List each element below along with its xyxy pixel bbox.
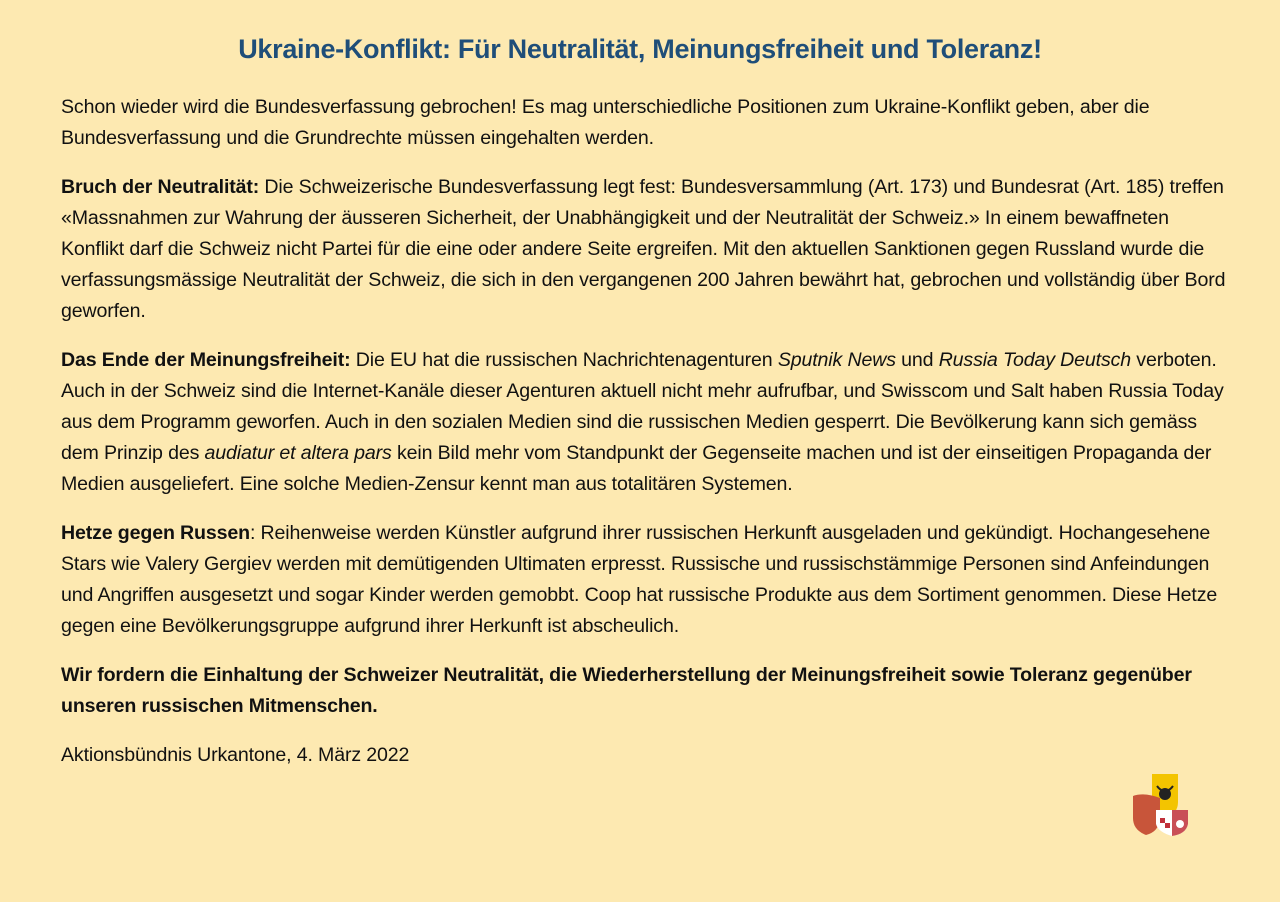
neutrality-heading: Bruch der Neutralität:: [61, 176, 260, 198]
italic-term: Sputnik News: [777, 349, 896, 371]
free-speech-text: und: [895, 349, 939, 371]
neutrality-paragraph: [61, 172, 1231, 327]
coat-of-arms-logo: [1130, 772, 1190, 836]
italic-term: Russia Today Deutsch: [938, 349, 1132, 371]
agitation-text: : Reihenweise werden Künstler aufgrund ihrer russischen Herkunft ausgeladen und gekündigt. Hochangesehene Stars wie Valery Gergiev werden mit demütigenden Ultimaten erpresst. Russische und russischstämmige Personen sind Anfeindungen und Angriffen ausgesetzt und sogar Kinder werden gemobbt. Coop hat russische Produkte aus dem Sortiment genommen. Diese Hetze gegen eine Bevölkerungsgruppe aufgrund ihrer Herkunft ist abscheulich.: [61, 522, 1218, 637]
signature: Aktionsbündnis Urkantone, 4. März 2022: [61, 744, 410, 766]
free-speech-text: kein Bild mehr vom Standpunkt der Gegenseite machen und ist der einseitigen Propaganda der Medien ausgeliefert. Eine solche Medien-Zensur kennt man aus totalitären Systemen.: [61, 442, 1212, 495]
free-speech-heading: Das Ende der Meinungsfreiheit:: [61, 349, 351, 371]
intro-paragraph: Schon wieder wird die Bundesverfassung gebrochen! Es mag unterschiedliche Positionen zum Ukraine-Konflikt geben, aber die Bundesverfassung und die Grundrechte müssen eingehalten werden.: [61, 96, 1150, 149]
free-speech-paragraph: [61, 345, 1231, 500]
neutrality-text: Die Schweizerische Bundesverfassung legt fest: Bundesversammlung (Art. 173) und Bundesrat (Art. 185) treffen «Massnahmen zur Wahrung der äusseren Sicherheit, der Unabhängigkeit und der Neutralität der Schweiz.» In einem bewaffneten Konflikt darf die Schweiz nicht Partei für die eine oder andere Seite ergreifen. Mit den aktuellen Sanktionen gegen Russland wurde die verfassungsmässige Neutralität der Schweiz, die sich in den vergangenen 200 Jahren bewährt hat, gebrochen und vollständig über Bord geworfen.: [61, 176, 1226, 322]
page-title: Ukraine-Konflikt: Für Neutralität, Meinungsfreiheit und Toleranz!: [238, 34, 1042, 64]
agitation-paragraph: [61, 518, 1231, 642]
agitation-heading: Hetze gegen Russen: [61, 522, 250, 544]
italic-term: audiatur et altera pars: [204, 442, 392, 464]
free-speech-text: verboten. Auch in der Schweiz sind die Internet-Kanäle dieser Agenturen aktuell nicht mehr aufrufbar, und Swisscom und Salt haben Russia Today aus dem Programm geworfen. Auch in den sozialen Medien sind die russischen Medien gesperrt. Die Bevölkerung kann sich gemäss dem Prinzip des: [61, 349, 1224, 464]
document-body: [61, 92, 1231, 789]
free-speech-text: Die EU hat die russischen Nachrichtenagenturen: [350, 349, 778, 371]
demand-text: Wir fordern die Einhaltung der Schweizer Neutralität, die Wiederherstellung der Meinungsfreiheit sowie Toleranz gegenüber unseren russischen Mitmenschen.: [61, 664, 1192, 717]
demand-paragraph: [61, 660, 1231, 722]
